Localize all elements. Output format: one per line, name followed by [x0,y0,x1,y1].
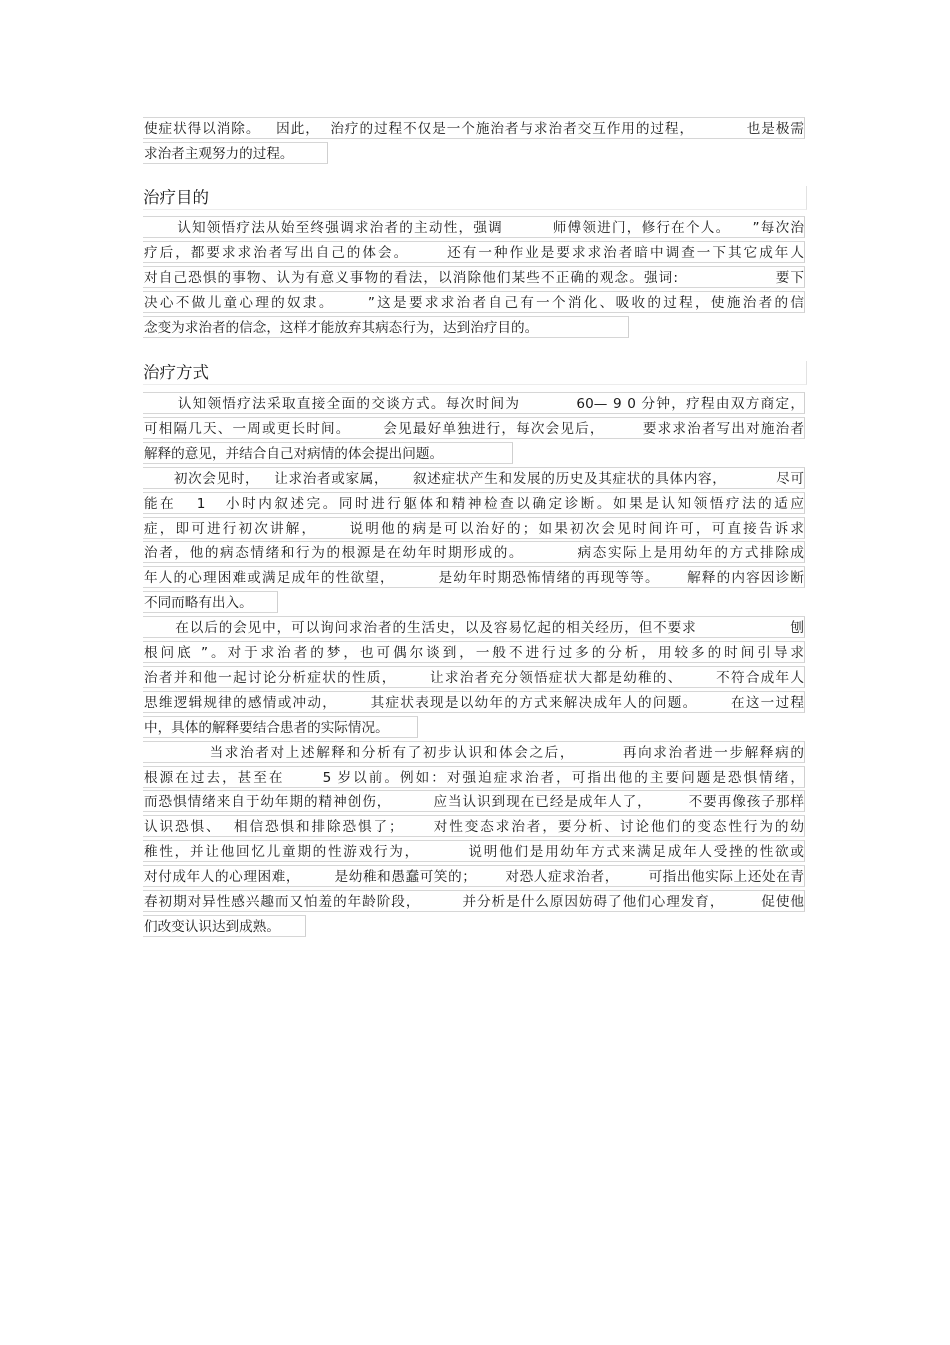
paragraph-line: 中，具体的解释要结合患者的实际情况。 [143,716,418,738]
paragraph-line: 当求治者对上述解释和分析有了初步认识和体会之后， 再向求治者进一步解释病的 [143,741,805,763]
paragraph-line: 稚性，并让他回忆儿童期的性游戏行为， 说明他们是用幼年方式来满足成年人受挫的性欲或 [143,840,805,862]
paragraph-line: 不同而略有出入。 [143,591,278,613]
intro-line: 使症状得以消除。 因此， 治疗的过程不仅是一个施治者与求治者交互作用的过程， 也是极需 [143,117,805,139]
paragraph-line: 根源在过去，甚至在 5 岁以前。例如：对强迫症求治者，可指出他的主要问题是恐惧情绪， [143,766,805,788]
paragraph-line: 对付成年人的心理困难， 是幼稚和愚蠢可笑的； 对恐人症求治者， 可指出他实际上还处在青 [143,865,805,887]
paragraph-line: 对自己恐惧的事物、认为有意义事物的看法，以消除他们某些不正确的观念。强词: 要下 [143,266,805,288]
paragraph-line: 症，即可进行初次讲解， 说明他的病是可以治好的；如果初次会见时间许可，可直接告诉求 [143,517,805,539]
paragraph-line: 认知领悟疗法从始至终强调求治者的主动性，强调 师傅领进门，修行在个人。 ”每次治 [143,216,805,238]
section-heading: 治疗目的 [143,186,807,210]
paragraph-line: 可相隔几天、一周或更长时间。 会见最好单独进行，每次会见后， 要求求治者写出对施治者 [143,417,805,439]
paragraph-line: 能在 1 小时内叙述完。同时进行躯体和精神检查以确定诊断。如果是认知领悟疗法的适应 [143,492,805,514]
section-heading: 治疗方式 [143,361,807,385]
paragraph-line: 治者并和他一起讨论分析症状的性质， 让求治者充分领悟症状大都是幼稚的、 不符合成年人 [143,666,805,688]
paragraph-line: 初次会见时， 让求治者或家属， 叙述症状产生和发展的历史及其症状的具体内容， 尽可 [143,467,805,489]
paragraph-line: 解释的意见，并结合自己对病情的体会提出问题。 [143,442,513,464]
paragraph-line: 认识恐惧、 相信恐惧和排除恐惧了； 对性变态求治者，要分析、讨论他们的变态性行为的幼 [143,815,805,837]
paragraph-line: 认知领悟疗法采取直接全面的交谈方式。每次时间为 60— 9 0 分钟，疗程由双方商定， [143,392,805,414]
paragraph-line: 根问底 ”。对于求治者的梦，也可偶尔谈到，一般不进行过多的分析，用较多的时间引导求 [143,641,805,663]
paragraph-line: 疗后，都要求求治者写出自己的体会。 还有一种作业是要求求治者暗中调查一下其它成年人 [143,241,805,263]
paragraph-line: 念变为求治者的信念，这样才能放弃其病态行为，达到治疗目的。 [143,316,629,338]
paragraph-line: 而恐惧情绪来自于幼年期的精神创伤， 应当认识到现在已经是成年人了， 不要再像孩子那样 [143,790,805,812]
paragraph-line: 们改变认识达到成熟。 [143,915,306,937]
paragraph-line: 在以后的会见中，可以询问求治者的生活史，以及容易忆起的相关经历，但不要求 刨 [143,616,805,638]
paragraph-line: 年人的心理困难或满足成年的性欲望， 是幼年时期恐怖情绪的再现等等。 解释的内容因诊断 [143,566,805,588]
paragraph-line: 思维逻辑规律的感情或冲动， 其症状表现是以幼年的方式来解决成年人的问题。 在这一过程 [143,691,805,713]
paragraph-line: 决心不做儿童心理的奴隶。 ”这是要求求治者自己有一个消化、吸收的过程，使施治者的信 [143,291,805,313]
intro-line: 求治者主观努力的过程。 [143,142,328,164]
paragraph-line: 春初期对异性感兴趣而又怕羞的年龄阶段， 并分析是什么原因妨碍了他们心理发育， 促使他 [143,890,805,912]
paragraph-line: 治者，他的病态情绪和行为的根源是在幼年时期形成的。 病态实际上是用幼年的方式排除成 [143,541,805,563]
